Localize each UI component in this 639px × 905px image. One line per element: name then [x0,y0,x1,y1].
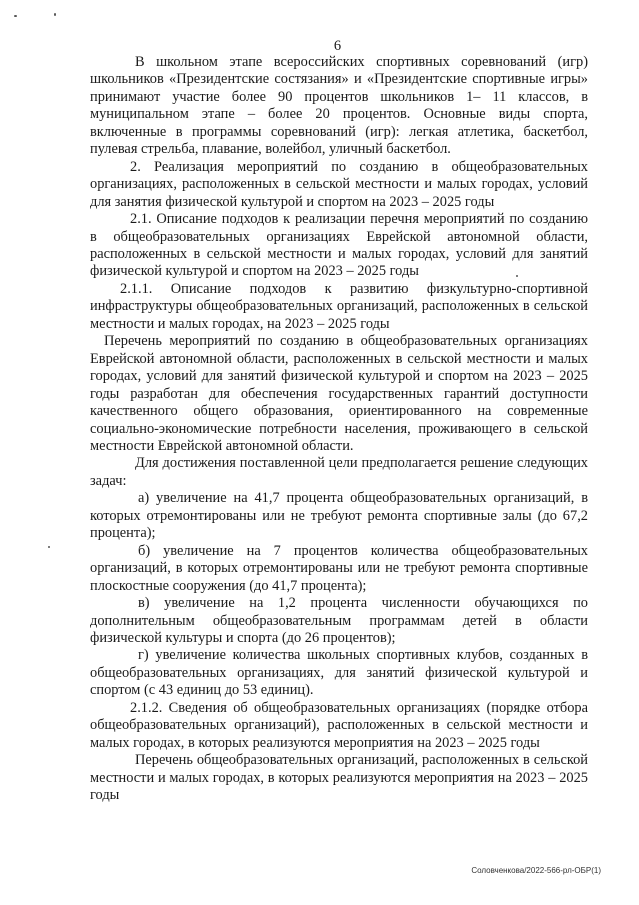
document-body [90,54,588,804]
heading-section-2: 2. Реализация мероприятий по созданию в общеобразовательных организациях, расположенных в сельской местности и малых городах, условий для занятия физической культурой и спортом на 2023 – 2025 годы [90,158,588,210]
scan-speck [48,546,50,548]
document-footer-reference: Соловченкова/2022-566-рл-ОБР(1) [471,866,601,875]
heading-section-2-1: 2.1. Описание подходов к реализации перечня мероприятий по созданию в общеобразовательных организациях Еврейской автономной области, расположенных в сельской местности и малых городах, условий для занятий физической культурой и спортом на 2023 – 2025 годы [90,211,588,280]
paragraph-measures-list: Перечень мероприятий по созданию в общеобразовательных организациях Еврейской автономной области, расположенных в сельской местности и малых городах, условий для занятий физической культурой и спортом на 2023 – 2025 годы разработан для обеспечения государственных гарантий доступности качественного общего образования, ориентированного на современные социально-экономические потребности населения, проживающего в сельской местности Еврейской автономной области. [90,333,588,454]
paragraph-goal: Для достижения поставленной цели предполагается решение следующих задач: [90,455,588,489]
task-item-g: г) увеличение количества школьных спортивных клубов, созданных в общеобразовательных организациях, для занятий физической культурой и спортом (с 43 единиц до 53 единиц). [90,647,588,699]
heading-section-2-1-1: 2.1.1. Описание подходов к развитию физкультурно-спортивной инфраструктуры общеобразовательных организаций, расположенных в сельской местности и малых городах, на 2023 – 2025 годы [90,280,588,332]
paragraph-school-stage: В школьном этапе всероссийских спортивных соревнований (игр) школьников «Президентские состязания» и «Президентские спортивные игры» принимают участие более 90 процентов школьников 1– 11 классов, в муниципальном этапе – более 20 процентов. Основные виды спорта, включенные в программы соревнований (игр): легкая атлетика, баскетбол, пулевая стрельба, плавание, волейбол, уличный баскетбол. [90,54,588,158]
scan-speck [14,15,17,17]
task-item-v: в) увеличение на 1,2 процента численности обучающихся по дополнительным общеобразовательным программам детей в области физической культуры и спорта (до 26 процентов); [90,595,588,646]
heading-section-2-1-2: 2.1.2. Сведения об общеобразовательных организациях (порядке отбора общеобразовательных организаций), расположенных в сельской местности и малых городах, в которых реализуются мероприятия на 2023 – 2025 годы [90,699,588,751]
paragraph-organizations-list: Перечень общеобразовательных организаций, расположенных в сельской местности и малых городах, в которых реализуются мероприятия на 2023 – 2025 годы [90,752,588,804]
scan-speck [54,13,56,16]
task-item-b: б) увеличение на 7 процентов количества общеобразовательных организаций, в которых отремонтированы или не требуют ремонта спортивные плоскостные сооружения (до 41,7 процента); [90,542,588,594]
page-number: 6 [333,38,342,54]
task-item-a: а) увеличение на 41,7 процента общеобразовательных организаций, в которых отремонтированы или не требуют ремонта спортивные залы (до 67,2 процента); [90,490,588,542]
